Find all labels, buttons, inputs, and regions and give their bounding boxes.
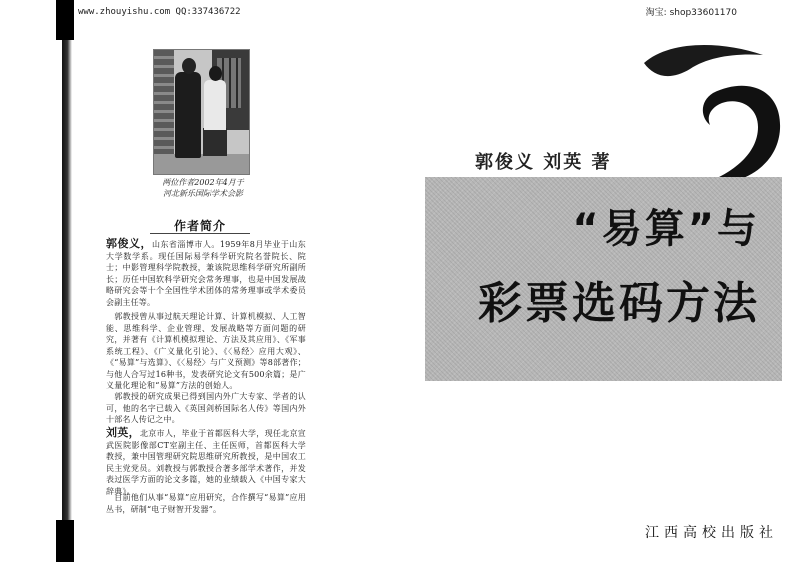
heading-rule <box>150 233 250 234</box>
bio-name: 刘英， <box>106 426 140 439</box>
binding-shadow <box>62 0 72 562</box>
binding-shadow-top <box>56 0 74 40</box>
scan-watermark-right: 淘宝: shop33601170 <box>645 8 737 18</box>
bio-paragraph-recognition <box>106 391 306 426</box>
cover-authors: 郭俊义 刘英 著 <box>475 152 612 173</box>
bio-text: 郭教授曾从事过航天理论计算、计算机模拟、人工智能、思维科学、企业管理、发展战略等方面问题的研究，并著有《计算机模拟理论、方法及其应用》、《军事系统工程》、《广义量化引论》、《〈易经〉应用大观》、《“易算”与选算》、《〈易经〉与广义预测》等8部著作；与他人合写过16种书，发表研究论文有500余篇；是广义量化理论和“易算”方法的创始人。 <box>106 312 306 390</box>
bio-paragraph-current <box>106 492 306 515</box>
binding-shadow-bottom <box>56 520 74 562</box>
cover-publisher: 江西高校出版社 <box>645 525 778 541</box>
cover-title-line1: “易算”与 <box>572 206 760 252</box>
cover-title-line2: 彩票选码方法 <box>478 278 760 329</box>
photo-caption: 两位作者2002年4月于 河北新乐国际学术会影 <box>162 178 244 198</box>
swirl-logo-icon <box>630 35 793 200</box>
bio-paragraph-liu <box>106 427 306 497</box>
bio-text: 北京市人，毕业于首都医科大学，现任北京宣武医院影像部CT室副主任、主任医师，首都医科大学教授，兼中国管理研究院思维研究所教授，是中国农工民主党党员。刘教授与郭教授合著多部学术著作，并发表过医学方面的论文多篇，她的业绩载入《中国专家大辞典》。 <box>106 429 306 496</box>
bio-paragraph-guo <box>106 238 306 308</box>
bio-name: 郭俊义， <box>106 237 152 250</box>
author-intro-heading: 作者简介 <box>173 219 226 233</box>
scan-watermark-left: www.zhouyishu.com QQ:337436722 <box>78 7 241 17</box>
bio-text: 山东省淄博市人。1959年8月毕业于山东大学数学系。现任国际易学科学研究院名誉院长、院士；中影管理科学院教授，兼该院思维科学研究所副所长；历任中国软科学研究会常务理事，也是中国发展战略研究会等十个全国性学术团体的常务理事或学术委员会副主任等。 <box>106 240 306 307</box>
author-photo <box>153 49 250 175</box>
bio-text: 目前他们从事“易算”应用研究，合作撰写“易算”应用丛书，研制“电子财智开发器”。 <box>106 493 306 514</box>
bio-paragraph-research <box>106 311 306 392</box>
bio-text: 郭教授的研究成果已得到国内外广大专家、学者的认可，他的名字已载入《英国剑桥国际名人传》等国内外十部名人传记之中。 <box>106 392 306 424</box>
cover-title-panel <box>425 177 782 381</box>
